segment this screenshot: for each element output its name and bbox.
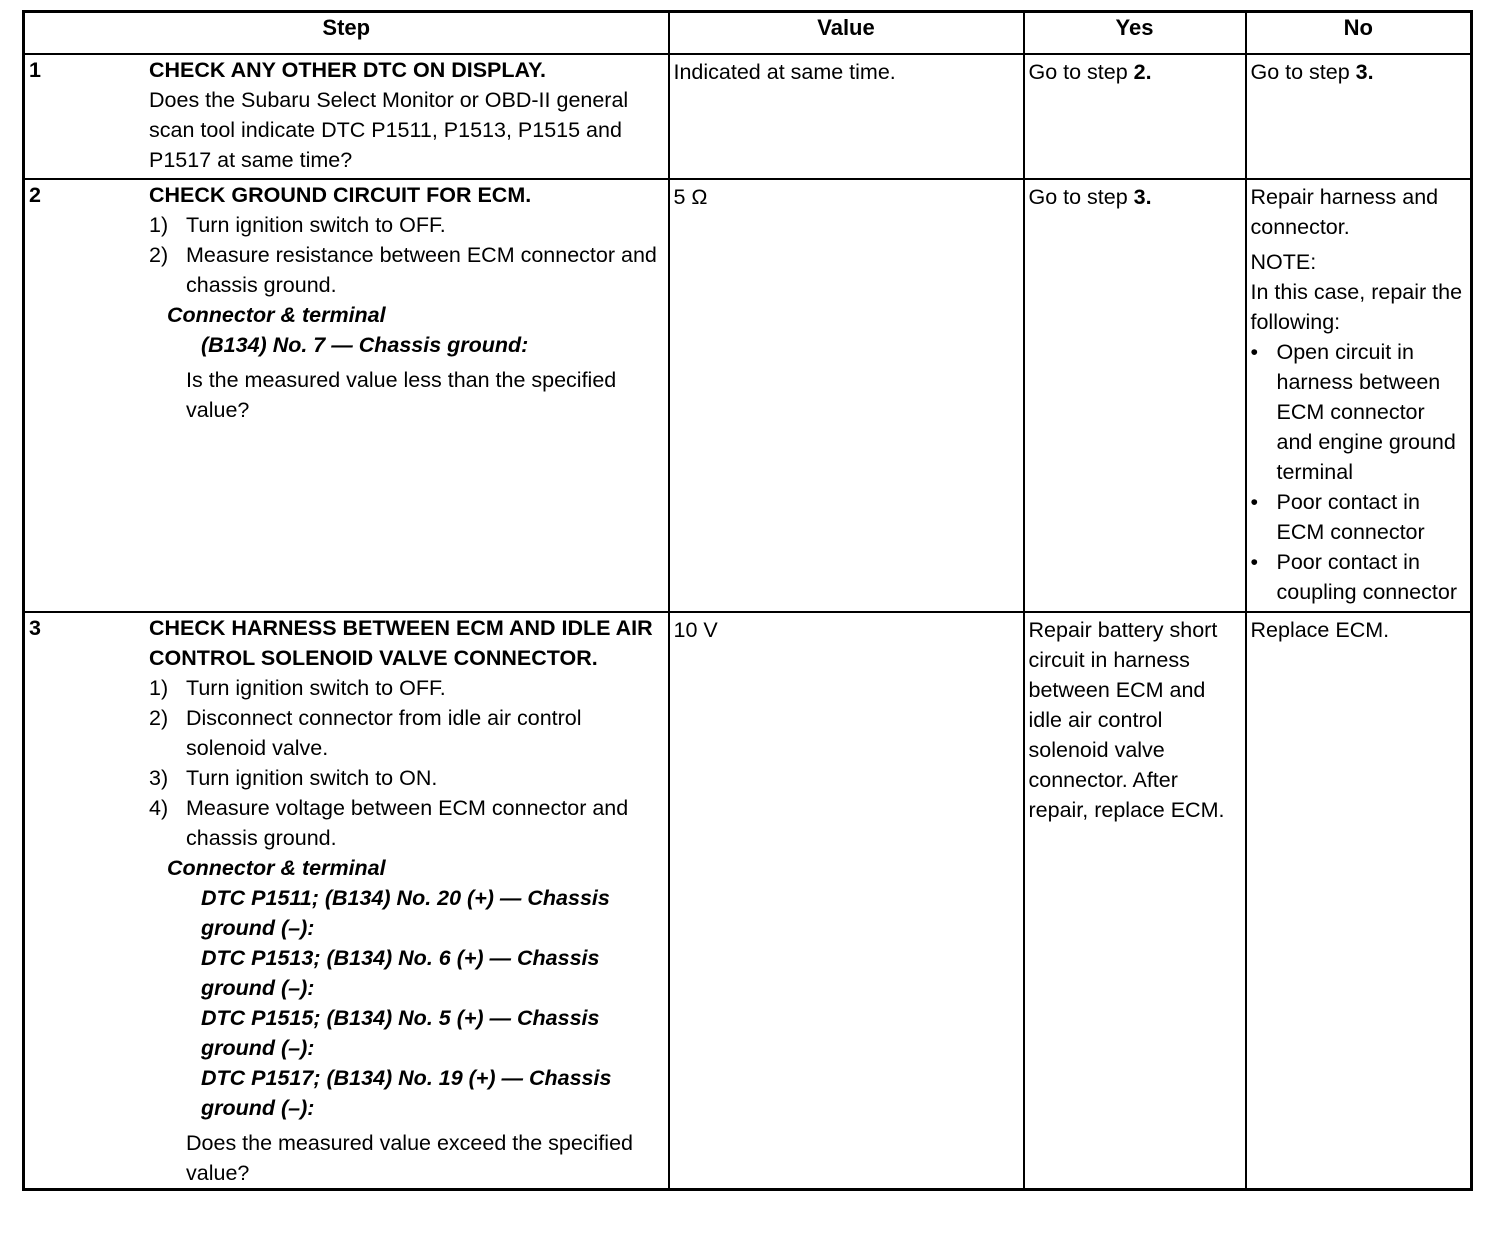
yes-cell <box>1024 54 1246 179</box>
yes-cell <box>1024 179 1246 612</box>
header-yes: Yes <box>1024 12 1246 55</box>
yes-cell: Repair battery short circuit in harness between ECM and idle air control solenoid valve connector. After repair, replace ECM. <box>1024 612 1246 1190</box>
yes-prefix: Go to step <box>1028 60 1134 84</box>
step-number: 3 <box>29 616 41 640</box>
substep-number: 2) <box>149 706 169 730</box>
no-main-text: Repair harness and connector. <box>1250 185 1439 239</box>
substep <box>149 703 662 763</box>
substep-text: Measure voltage between ECM connector and chassis ground. <box>186 796 629 850</box>
no-cell: Replace ECM. <box>1246 612 1472 1190</box>
no-cell <box>1246 179 1472 612</box>
no-cell <box>1246 54 1472 179</box>
substep-number: 1) <box>149 676 169 700</box>
yes-step-ref: 3. <box>1133 185 1152 209</box>
substep <box>149 240 662 300</box>
substep <box>149 763 662 793</box>
substep-text: Turn ignition switch to ON. <box>186 766 438 790</box>
connector-terminal-heading: Connector & terminal <box>167 856 386 880</box>
substep-number: 3) <box>149 766 169 790</box>
connector-terminal-line: DTC P1513; (B134) No. 6 (+) — Chassis ground (–): <box>201 946 600 1000</box>
bullet-dot: • <box>1250 340 1259 364</box>
note-bullet <box>1251 487 1467 547</box>
step-number: 1 <box>29 58 41 82</box>
header-value: Value <box>669 12 1024 55</box>
header-no: No <box>1246 12 1472 55</box>
diagnostic-table <box>22 10 1473 1191</box>
bullet-text: Poor contact in coupling connector <box>1276 550 1457 604</box>
value-cell: 10 V <box>669 612 1024 1190</box>
note-text: In this case, repair the following: <box>1250 280 1463 334</box>
substep-text: Turn ignition switch to OFF. <box>186 213 446 237</box>
yes-step-ref: 2. <box>1133 60 1152 84</box>
connector-terminal-heading: Connector & terminal <box>167 303 386 327</box>
value-cell: Indicated at same time. <box>669 54 1024 179</box>
substep-text: Measure resistance between ECM connector and chassis ground. <box>186 243 657 297</box>
header-step: Step <box>24 12 669 55</box>
step-question: Is the measured value less than the specified value? <box>186 368 617 422</box>
note-label: NOTE: <box>1250 250 1317 274</box>
step-title: CHECK ANY OTHER DTC ON DISPLAY. <box>149 58 547 82</box>
substep-text: Turn ignition switch to OFF. <box>186 676 446 700</box>
connector-terminal-line: DTC P1511; (B134) No. 20 (+) — Chassis ground (–): <box>201 886 610 940</box>
step-body <box>149 180 668 425</box>
bullet-dot: • <box>1250 550 1259 574</box>
header-row <box>24 12 1472 55</box>
substep <box>149 673 662 703</box>
step-cell <box>24 54 669 179</box>
substep <box>149 793 662 853</box>
step-title: CHECK HARNESS BETWEEN ECM AND IDLE AIR CONTROL SOLENOID VALVE CONNECTOR. <box>149 616 653 670</box>
step-cell <box>24 179 669 612</box>
substep <box>149 210 662 240</box>
bullet-text: Open circuit in harness between ECM connector and engine ground terminal <box>1276 340 1456 484</box>
substep-text: Disconnect connector from idle air control solenoid valve. <box>186 706 582 760</box>
note-bullet <box>1251 547 1467 607</box>
table-row <box>24 54 1472 179</box>
step-question: Does the measured value exceed the specified value? <box>186 1131 633 1185</box>
step-number: 2 <box>29 183 41 207</box>
step-body <box>149 613 668 1188</box>
step-cell <box>24 612 669 1190</box>
table-row <box>24 612 1472 1190</box>
table-row <box>24 179 1472 612</box>
yes-prefix: Go to step <box>1028 185 1134 209</box>
connector-terminal-line: (B134) No. 7 — Chassis ground: <box>201 333 529 357</box>
no-prefix: Go to step <box>1250 60 1356 84</box>
substep-number: 1) <box>149 213 169 237</box>
bullet-text: Poor contact in ECM connector <box>1276 490 1425 544</box>
step-question: Does the Subaru Select Monitor or OBD-II general scan tool indicate DTC P1511, P1513, P1515 and P1517 at same time? <box>149 88 629 172</box>
step-body <box>149 55 668 175</box>
substep-number: 2) <box>149 243 169 267</box>
connector-terminal-line: DTC P1517; (B134) No. 19 (+) — Chassis ground (–): <box>201 1066 612 1120</box>
note-bullet <box>1251 337 1467 487</box>
value-cell: 5 Ω <box>669 179 1024 612</box>
connector-terminal-line: DTC P1515; (B134) No. 5 (+) — Chassis ground (–): <box>201 1006 600 1060</box>
substep-number: 4) <box>149 796 169 820</box>
step-title: CHECK GROUND CIRCUIT FOR ECM. <box>149 183 532 207</box>
bullet-dot: • <box>1250 490 1259 514</box>
no-step-ref: 3. <box>1355 60 1374 84</box>
